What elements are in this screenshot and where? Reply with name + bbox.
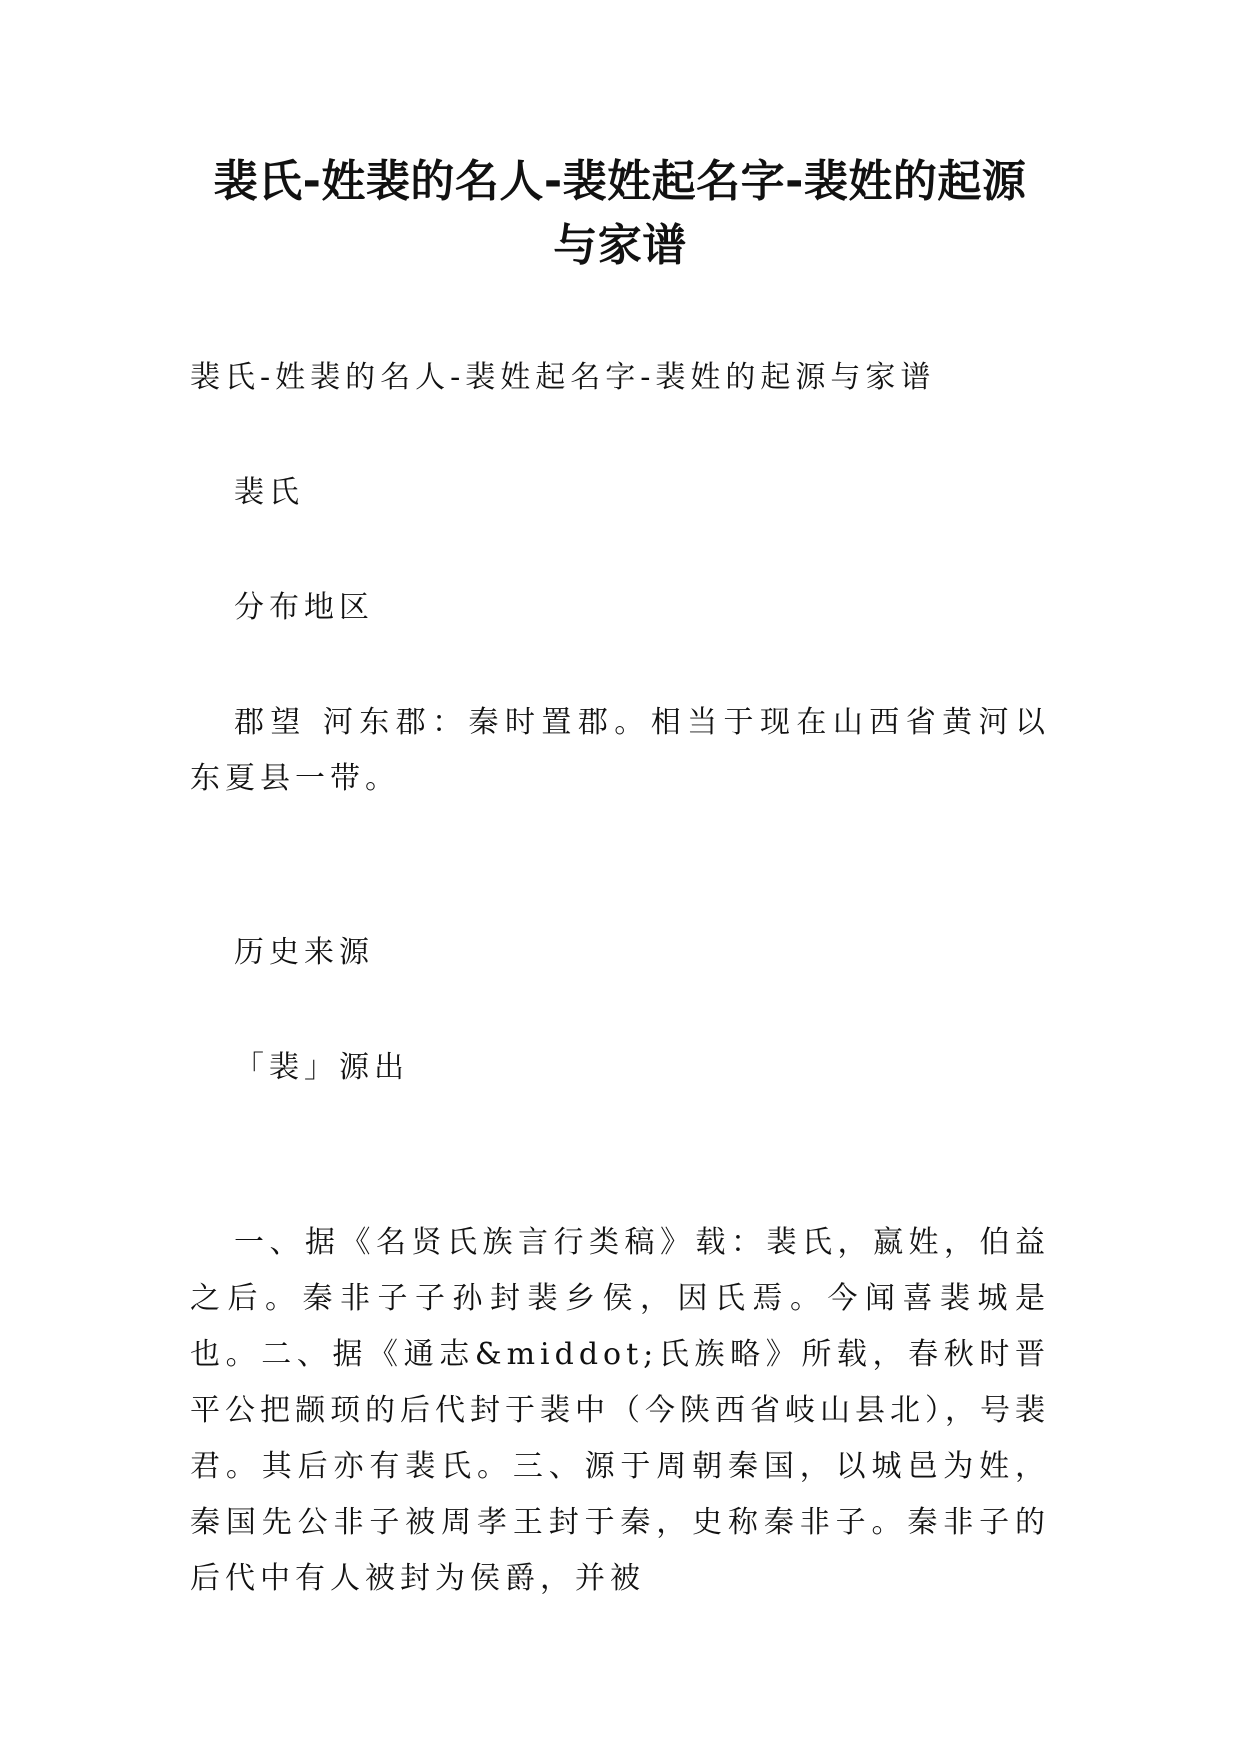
document-title bbox=[190, 150, 1050, 278]
heading-origin: 「裴」源出 bbox=[234, 1050, 409, 1085]
title-line-2: 与家谱 bbox=[553, 220, 687, 271]
heading-history: 历史来源 bbox=[234, 935, 374, 970]
title-line-1: 裴氏-姓裴的名人-裴姓起名字-裴姓的起源 bbox=[213, 156, 1027, 207]
heading-surname: 裴氏 bbox=[234, 475, 304, 510]
subtitle-paragraph: 裴氏-姓裴的名人-裴姓起名字-裴姓的起源与家谱 bbox=[190, 360, 936, 395]
history-body-paragraph: 一、据《名贤氏族言行类稿》载：裴氏，嬴姓，伯益之后。秦非子子孙封裴乡侯，因氏焉。今闻喜裴城是也。二、据《通志&middot;氏族略》所载，春秋时晋平公把颛顼的后代封于裴中（今陕西省岐山县北），号裴君。其后亦有裴氏。三、源于周朝秦国，以城邑为姓，秦国先公非子被周孝王封于秦，史称秦非子。秦非子的后代中有人被封为侯爵，并被 bbox=[190, 1225, 1050, 1596]
heading-distribution: 分布地区 bbox=[234, 590, 374, 625]
commandery-paragraph: 郡望 河东郡：秦时置郡。相当于现在山西省黄河以东夏县一带。 bbox=[190, 705, 1050, 796]
